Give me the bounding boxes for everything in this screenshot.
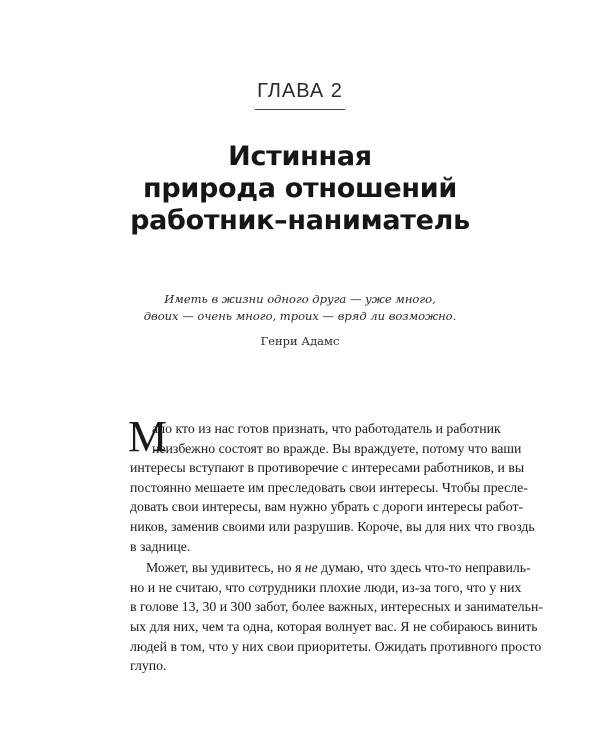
body-text <box>128 412 543 676</box>
emphasis-text: не <box>304 560 318 576</box>
drop-cap: М <box>128 412 168 461</box>
chapter-title-line: природа отношений <box>143 173 457 204</box>
text-line: интересы вступают в противоречие с интересами работников, и вы <box>130 460 525 476</box>
paragraph-2 <box>130 558 543 676</box>
text-line: в заднице. <box>130 538 191 554</box>
text-line <box>130 558 531 578</box>
text-line: людей в том, что у них свои приоритеты. Ожидать противного просто <box>130 638 542 654</box>
chapter-title <box>0 141 600 237</box>
epigraph-author: Генри Адамс <box>260 334 340 348</box>
chapter-title-line: Истинная <box>228 141 372 172</box>
text-line: неизбежно состоят во вражде. Вы враждуете, потому что ваши <box>152 440 522 456</box>
text-line: в голове 13, 30 и 300 забот, более важных, интересных и занимательн- <box>130 599 543 615</box>
text-line: ников, заменив своими или разрушив. Короче, вы для них что гвоздь <box>130 518 535 534</box>
chapter-label <box>0 79 600 110</box>
text-line: постоянно мешаете им преследовать свои интересы. Чтобы пресле- <box>130 479 528 495</box>
text-run: думаю, что здесь что-то неправиль- <box>317 560 531 576</box>
epigraph <box>0 291 600 349</box>
paragraph-1 <box>128 412 535 556</box>
epigraph-quote-line: двоих — очень много, троих — вряд ли возможно. <box>143 309 457 323</box>
chapter-number: ГЛАВА 2 <box>255 79 345 110</box>
text-line: ало кто из нас готов признать, что работодатель и работник <box>152 421 501 436</box>
text-line: глупо. <box>130 658 167 674</box>
text-line: ых для них, чем та одна, которая волнует вас. Я не собираюсь винить <box>130 618 538 634</box>
epigraph-quote-line: Иметь в жизни одного друга — уже много, <box>164 292 436 306</box>
text-line: довать свои интересы, вам нужно убрать с дороги интересы работ- <box>130 499 524 515</box>
text-run: Может, вы удивитесь, но я <box>146 560 305 576</box>
text-line: но и не считаю, что сотрудники плохие люди, из-за того, что у них <box>130 579 522 595</box>
chapter-title-line: работник–наниматель <box>130 205 470 236</box>
